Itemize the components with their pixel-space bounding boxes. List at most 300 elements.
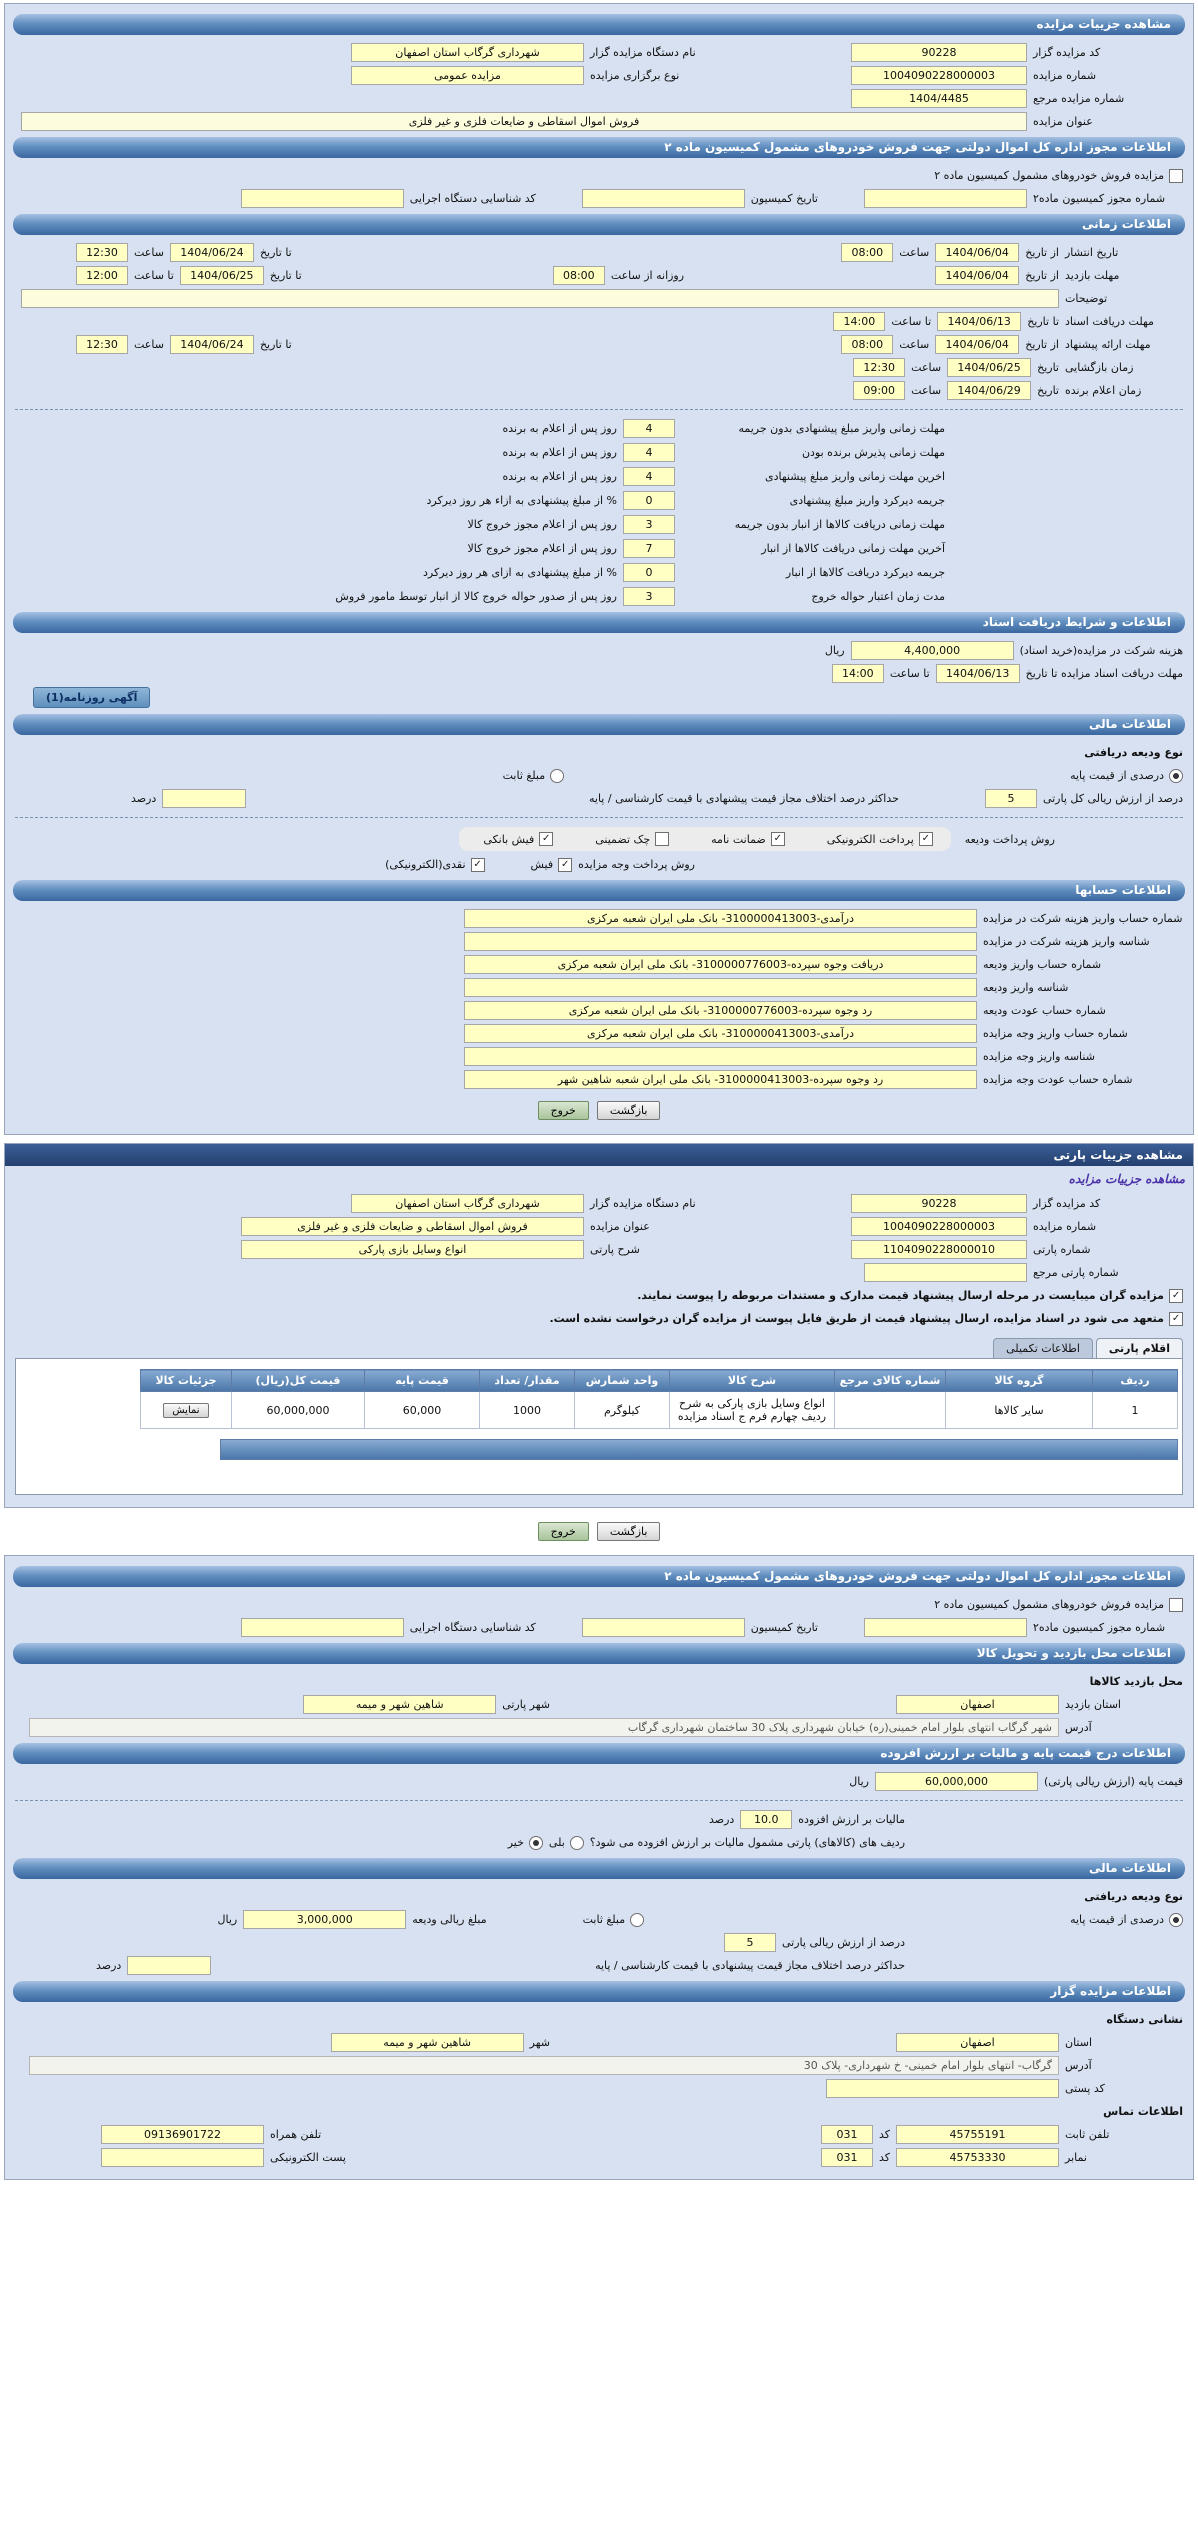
deposit-amount-label: مبلغ ریالی ودیعه (412, 1913, 487, 1926)
permit-number-field[interactable] (864, 189, 1027, 208)
slip-checkbox[interactable] (558, 858, 572, 872)
account-row (15, 1024, 1183, 1043)
rial-label: ریال (849, 1775, 869, 1788)
deposit-type-label-2: نوع ودیعه دریافتی (1084, 1890, 1183, 1903)
docs-deadline-label: مهلت دریافت اسناد (1065, 315, 1154, 328)
fax-row (15, 2148, 1183, 2167)
to-date-label: تا تاریخ (269, 269, 302, 282)
deposit-type-label: نوع ودیعه دریافتی (1084, 746, 1183, 759)
penalty-value-field[interactable]: 3 (623, 587, 675, 606)
email-field[interactable] (101, 2148, 264, 2167)
notes-label: توضیحات (1065, 292, 1108, 305)
to-date-label: تا تاریخ (259, 246, 292, 259)
deposit-percent-field-2[interactable]: 5 (724, 1933, 776, 1952)
visit-province-field[interactable]: اصفهان (896, 1695, 1059, 1714)
col-total-price: قیمت کل(ریال) (232, 1370, 365, 1392)
visit-to-time-field[interactable]: 12:00 (76, 266, 128, 285)
party-tabs (15, 1338, 1183, 1358)
permit-fields-row (15, 189, 1183, 208)
party-desc-field[interactable]: انواع وسایل بازی پارکی (241, 1240, 584, 1259)
bidder-name-field[interactable]: شهرداری گرگاب استان اصفهان (351, 1194, 584, 1213)
account-row (15, 1001, 1183, 1020)
mobile-field[interactable]: 09136901722 (101, 2125, 264, 2144)
account-label: شماره حساب واریز ودیعه (983, 958, 1102, 971)
to-date-label: تا تاریخ (1027, 315, 1059, 328)
penalty-row (13, 491, 945, 510)
penalty-row (13, 443, 945, 462)
hour-label: ساعت (899, 246, 930, 259)
party-bidder-row (15, 1194, 1183, 1213)
penalty-terms-block (13, 419, 945, 606)
deposit-percent-field[interactable]: 5 (985, 789, 1037, 808)
party-auction-number-row (15, 1217, 1183, 1236)
table-header-row (141, 1370, 1178, 1392)
notes-field[interactable] (21, 289, 1059, 308)
account-field[interactable] (464, 978, 977, 997)
party-subtitle: مشاهده جزییات مزایده (1068, 1172, 1185, 1186)
base-price-row (15, 1772, 1183, 1791)
deposit-percent-option-label-2: درصدی از قیمت پایه (1070, 1913, 1164, 1926)
visit-to-date-field[interactable]: 1404/06/25 (180, 266, 264, 285)
visit-from-date-field[interactable]: 1404/06/04 (935, 266, 1019, 285)
auction-number-field[interactable]: 1004090228000003 (851, 1217, 1027, 1236)
hour-label: ساعت (134, 338, 164, 351)
attachment-required-label: مزایده گران میبایست در مرحله ارسال پیشنهاد قیمت مدارک و مستندات مربوطه را پیوست نمایند. (637, 1289, 1164, 1302)
vat-row (15, 1810, 905, 1829)
visit-address-field[interactable]: شهر گرگاب انتهای بلوار امام خمینی(ره) خیابان شهرداری پلاک 30 ساختمان شهرداری گرگاب (29, 1718, 1059, 1737)
rial-label: ریال (824, 644, 845, 657)
bidder-name-field[interactable]: شهرداری گرگاب استان اصفهان (351, 43, 584, 62)
max-diff-label-2: حداکثر درصد اختلاف مجاز قیمت پیشنهادی با قیمت کارشناسی / پایه (595, 1959, 905, 1972)
commission-date-field[interactable] (582, 189, 745, 208)
deposit-percent-label: درصد از ارزش ریالی کل پارتی (1042, 792, 1183, 805)
opening-date-field[interactable]: 1404/06/25 (947, 358, 1031, 377)
penalty-value-field[interactable]: 4 (623, 443, 675, 462)
percent-label: درصد (708, 1813, 735, 1826)
org-province-row (15, 2033, 1183, 2052)
method-item (705, 832, 785, 846)
cell-ref-goods-number (835, 1392, 946, 1429)
org-address-label: آدرس (1065, 2059, 1092, 2072)
back-button-2[interactable]: بازگشت (597, 1522, 661, 1541)
docs-receive-deadline-row (15, 664, 1183, 683)
winner-announce-label: زمان اعلام برنده (1065, 384, 1142, 397)
party-ref-field[interactable] (864, 1263, 1027, 1282)
percent-label: درصد (131, 792, 157, 805)
permit-number-label: شماره مجوز کمیسیون ماده۲ (1033, 192, 1166, 205)
account-label: شناسه واریز هزینه شرکت در مزایده (983, 935, 1150, 948)
auction-payment-method-label: روش پرداخت وجه مزایده (578, 858, 695, 871)
email-label: پست الکترونیکی (270, 2151, 346, 2164)
certified-check-label: چک تضمینی (595, 832, 651, 846)
penalty-row (13, 539, 945, 558)
panel2-buttons (0, 1522, 1198, 1541)
offer-to-date-field[interactable]: 1404/06/24 (170, 335, 254, 354)
account-label: شماره حساب عودت وجه مزایده (983, 1073, 1133, 1086)
docs-receive-time-field[interactable]: 14:00 (832, 664, 884, 683)
cell-quantity: 1000 (480, 1392, 575, 1429)
certified-check-checkbox[interactable] (655, 832, 669, 846)
vat-yes-radio[interactable] (570, 1836, 584, 1850)
auction-ref-label: شماره مزایده مرجع (1033, 92, 1125, 105)
publish-to-date-field[interactable]: 1404/06/24 (170, 243, 254, 262)
bank-slip-label: فیش بانکی (483, 832, 535, 846)
docs-receive-date-field[interactable]: 1404/06/13 (936, 664, 1020, 683)
newspaper-ad-button[interactable]: آگهی روزنامه(1) (33, 687, 150, 708)
hour-label: ساعت (134, 246, 164, 259)
penalty-suffix: روز پس از اعلام مجوز خروج کالا (467, 518, 617, 531)
divider (15, 409, 1183, 410)
penalty-suffix: % از مبلغ پیشنهادی به ازای هر روز دیرکرد (423, 566, 617, 579)
permit-number-label-2: شماره مجوز کمیسیون ماده۲ (1033, 1621, 1166, 1634)
deposit-percent-radio[interactable] (1169, 769, 1183, 783)
deposit-payment-methods-row (15, 827, 1055, 851)
penalty-row (13, 467, 945, 486)
party-items-table (140, 1369, 1178, 1429)
penalty-label: جریمه دیرکرد دریافت کالاها از انبار (785, 566, 945, 579)
area-code-label: کد (878, 2128, 890, 2141)
auction-payment-method-row (15, 855, 695, 874)
party-ref-label: شماره پارتی مرجع (1033, 1266, 1119, 1279)
to-hour-label: تا ساعت (891, 315, 932, 328)
col-goods-group: گروه کالا (946, 1370, 1093, 1392)
visit-period-row (15, 266, 1183, 285)
org-address-section-row (15, 2010, 1183, 2029)
penalty-value-field[interactable]: 0 (623, 491, 675, 510)
party-desc-label: شرح پارتی (590, 1243, 640, 1256)
org-city-field[interactable]: شاهین شهر و میمه (331, 2033, 524, 2052)
tab-party-items[interactable]: اقلام پارتی (1096, 1338, 1183, 1358)
penalty-value-field[interactable]: 7 (623, 539, 675, 558)
visit-deadline-label: مهلت بازدید (1065, 269, 1120, 282)
panel1-buttons (13, 1101, 1185, 1120)
auction-details-panel (4, 3, 1194, 1135)
bidder-code-field[interactable]: 90228 (851, 1194, 1027, 1213)
account-label: شناسه واریز وجه مزایده (983, 1050, 1095, 1063)
deposit-fixed-radio[interactable] (550, 769, 564, 783)
visit-place-row (15, 1672, 1183, 1691)
account-field[interactable]: درآمدی-3100000413003- بانک ملی ایران شعبه مرکزی (464, 1024, 977, 1043)
permit-checkbox-row (15, 166, 1183, 185)
col-base-price: قیمت پایه (365, 1370, 480, 1392)
max-diff-field-2[interactable] (127, 1956, 211, 1975)
penalty-label: مهلت زمانی واریز مبلغ پیشنهادی بدون جریمه (738, 422, 945, 435)
offer-period-row (15, 335, 1183, 354)
deposit-percent-row (15, 789, 1183, 808)
commission-article2-checkbox[interactable] (1169, 169, 1183, 183)
winner-date-field[interactable]: 1404/06/29 (947, 381, 1031, 400)
fax-field[interactable]: 45753330 (896, 2148, 1059, 2167)
commission-date-label: تاریخ کمیسیون (750, 192, 818, 205)
participation-fee-label: هزینه شرکت در مزایده(خرید اسناد) (1019, 644, 1183, 657)
account-field[interactable]: رد وجوه سپرده-3100000413003- بانک ملی ایران شعبه شاهین شهر (464, 1070, 977, 1089)
no-file-bid-label: متعهد می شود در اسناد مزایده، ارسال پیشنهاد قیمت از طریق فایل پیوست از مزایده گران درخواست نشده است. (549, 1312, 1164, 1325)
penalty-label: اخرین مهلت زمانی واریز مبلغ پیشنهادی (765, 470, 945, 483)
deposit-percent-row-2 (15, 1933, 905, 1952)
cell-unit: کیلوگرم (575, 1392, 670, 1429)
participation-fee-row (15, 641, 1183, 660)
auction-ref-field[interactable]: 1404/4485 (851, 89, 1027, 108)
section-header-location: اطلاعات محل بازدید و تحویل کالا (13, 1643, 1185, 1664)
cell-goods-group: سایر کالاها (946, 1392, 1093, 1429)
party-panel-title-bar: مشاهده جزییات پارتی (5, 1144, 1193, 1166)
penalty-value-field[interactable]: 4 (623, 467, 675, 486)
permit-fields-row-2 (15, 1618, 1183, 1637)
section-header-auction-details: مشاهده جزییات مزایده (13, 14, 1185, 35)
deposit-type-options-row (15, 766, 1183, 785)
vat-label: مالیات بر ارزش افزوده (798, 1813, 905, 1826)
section-header-docs: اطلاعات و شرایط دریافت اسناد (13, 612, 1185, 633)
contact-section-row (15, 2102, 1183, 2121)
cell-goods-details (141, 1392, 232, 1429)
deposit-fixed-option-label: مبلغ ثابت (502, 769, 546, 782)
deposit-fixed-radio-2[interactable] (630, 1913, 644, 1927)
visit-address-label: آدرس (1065, 1721, 1092, 1734)
party-number-label: شماره پارتی (1033, 1243, 1091, 1256)
vat-field[interactable]: 10.0 (740, 1810, 792, 1829)
rial-label: ریال (217, 1913, 238, 1926)
to-hour-label: تا ساعت (134, 269, 174, 282)
max-diff-label: حداکثر درصد اختلاف مجاز قیمت پیشنهادی با قیمت کارشناسی / پایه (589, 792, 899, 805)
table-row (141, 1392, 1178, 1429)
publish-from-date-field[interactable]: 1404/06/04 (935, 243, 1019, 262)
party-number-row (15, 1240, 1183, 1259)
mobile-label: تلفن همراه (270, 2128, 322, 2141)
phone-area-code-field[interactable]: 031 (821, 2125, 873, 2144)
account-row (15, 909, 1183, 928)
org-city-label: شهر (529, 2036, 550, 2049)
penalty-row (13, 587, 945, 606)
party-ref-row (15, 1263, 1183, 1282)
phone-field[interactable]: 45755191 (896, 2125, 1059, 2144)
account-label: شماره حساب عودت ودیعه (983, 1004, 1106, 1017)
divider (15, 817, 1183, 818)
account-label: شماره حساب واریز هزینه شرکت در مزایده (983, 912, 1183, 925)
electronic-payment-checkbox[interactable] (919, 832, 933, 846)
vat-question-label: ردیف های (کالاهای) پارتی مشمول مالیات بر ارزش افزوده می شود؟ (589, 1836, 905, 1849)
permit-checkbox-row-2 (15, 1595, 1183, 1614)
guarantee-letter-checkbox[interactable] (771, 832, 785, 846)
publish-from-time-field[interactable]: 08:00 (841, 243, 893, 262)
section-header-accounts: اطلاعات حسابها (13, 880, 1185, 901)
penalty-value-field[interactable]: 4 (623, 419, 675, 438)
permit-number-field-2[interactable] (864, 1618, 1027, 1637)
base-price-label: قیمت پایه (ارزش ریالی پارتی) (1044, 1775, 1183, 1788)
org-address-section-label: نشانی دستگاه (1106, 2013, 1183, 2026)
penalty-label: مدت زمان اعتبار حواله خروج (811, 590, 945, 603)
account-row (15, 978, 1183, 997)
publish-period-row (15, 243, 1183, 262)
fax-label: نمابر (1065, 2151, 1087, 2164)
section-header-organizer: اطلاعات مزایده گزار (13, 1981, 1185, 2002)
auction-number-label: شماره مزایده (1033, 69, 1097, 82)
commission-article2-checkbox-2[interactable] (1169, 1598, 1183, 1612)
penalty-suffix: روز پس از صدور حواله خروج کالا از انبار توسط مامور فروش (335, 590, 617, 603)
org-address-field[interactable]: گرگاب- انتهای بلوار امام خمینی- خ شهرداری- پلاک 30 (29, 2056, 1059, 2075)
deposit-amount-field[interactable]: 3,000,000 (243, 1910, 406, 1929)
deposit-type-options-row-2 (15, 1910, 1183, 1929)
method-item (477, 832, 553, 846)
col-ref-goods-number: شماره کالای مرجع (835, 1370, 946, 1392)
bidder-code-label: کد مزایده گزار (1033, 1197, 1101, 1210)
auction-number-field[interactable]: 1004090228000003 (851, 66, 1027, 85)
winner-time-row (15, 381, 1183, 400)
from-date-label: از تاریخ (1025, 338, 1059, 351)
visit-province-row (15, 1695, 1183, 1714)
base-price-field[interactable]: 60,000,000 (875, 1772, 1038, 1791)
penalty-value-field[interactable]: 3 (623, 515, 675, 534)
visit-province-label: استان بازدید (1065, 1698, 1121, 1711)
attachment-required-checkbox[interactable] (1169, 1289, 1183, 1303)
hour-label: ساعت (911, 361, 942, 374)
cash-electronic-checkbox[interactable] (471, 858, 485, 872)
back-button[interactable]: بازگشت (597, 1101, 661, 1120)
party-number-field[interactable]: 1104090228000010 (851, 1240, 1027, 1259)
phone-row (15, 2125, 1183, 2144)
deposit-payment-methods-box (459, 827, 950, 851)
auction-title-field[interactable]: فروش اموال اسقاطی و ضایعات فلزی و غیر فلزی (21, 112, 1027, 131)
col-goods-desc: شرح کالا (670, 1370, 835, 1392)
bidder-name-label: نام دستگاه مزایده گزار (590, 1197, 696, 1210)
percent-label: درصد (96, 1959, 122, 1972)
cell-base-price: 60,000 (365, 1392, 480, 1429)
agency-id-field[interactable] (241, 189, 404, 208)
cash-electronic-label: نقدی(الکترونیکی) (385, 858, 466, 871)
deposit-payment-methods-label: روش پرداخت ودیعه (964, 832, 1055, 846)
publish-to-time-field[interactable]: 12:30 (76, 243, 128, 262)
penalty-suffix: روز پس از اعلام به برنده (502, 470, 617, 483)
account-field[interactable]: دریافت وجوه سپرده-3100000776003- بانک ملی ایران شعبه مرکزی (464, 955, 977, 974)
exit-button[interactable]: خروج (538, 1101, 589, 1120)
docs-deadline-time-field[interactable]: 14:00 (833, 312, 885, 331)
account-label: شماره حساب واریز وجه مزایده (983, 1027, 1128, 1040)
commission-article2-label-2: مزایده فروش خودروهای مشمول کمیسیون ماده ۲ (934, 1598, 1164, 1611)
date-label: تاریخ (1037, 384, 1059, 397)
show-details-button[interactable]: نمایش (163, 1403, 208, 1418)
penalty-suffix: روز پس از اعلام به برنده (502, 446, 617, 459)
winner-time-field[interactable]: 09:00 (853, 381, 905, 400)
deposit-type-row-2 (15, 1887, 1183, 1906)
auction-title-field[interactable]: فروش اموال اسقاطی و ضایعات فلزی و غیر فلزی (241, 1217, 584, 1236)
agency-id-field-2[interactable] (241, 1618, 404, 1637)
section-header-financial-1: اطلاعات مالی (13, 714, 1185, 735)
bidder-code-label: کد مزایده گزار (1033, 46, 1101, 59)
opening-time-label: زمان بازگشایی (1065, 361, 1134, 374)
col-row-number: ردیف (1093, 1370, 1178, 1392)
section-header-permit-2: اطلاعات مجوز اداره کل اموال دولتی جهت فروش خودروهای مشمول کمیسیون ماده ۲ (13, 1566, 1185, 1587)
auction-number-row (15, 66, 1183, 85)
cell-row-number: 1 (1093, 1392, 1178, 1429)
visit-place-label: محل بازدید کالاها (1089, 1675, 1183, 1688)
tab-extra-info[interactable]: اطلاعات تکمیلی (993, 1338, 1093, 1358)
to-hour-label: تا ساعت (889, 667, 930, 680)
table-footer-bar (220, 1439, 1178, 1460)
postal-code-label: کد پستی (1065, 2082, 1105, 2095)
vat-no-label: خیر (507, 1836, 524, 1849)
account-row (15, 955, 1183, 974)
from-date-label: از تاریخ (1025, 246, 1059, 259)
commission-date-field-2[interactable] (582, 1618, 745, 1637)
guarantee-letter-label: ضمانت نامه (711, 832, 766, 846)
account-field[interactable] (464, 1047, 977, 1066)
penalty-value-field[interactable]: 0 (623, 563, 675, 582)
section-header-financial-2: اطلاعات مالی (13, 1858, 1185, 1879)
to-date-label: تا تاریخ (259, 338, 292, 351)
account-field[interactable]: درآمدی-3100000413003- بانک ملی ایران شعبه مرکزی (464, 909, 977, 928)
exit-button-2[interactable]: خروج (538, 1522, 589, 1541)
party-city-field[interactable]: شاهین شهر و میمه (303, 1695, 496, 1714)
commission-date-label-2: تاریخ کمیسیون (750, 1621, 818, 1634)
method-item (821, 832, 933, 846)
auction-number-label: شماره مزایده (1033, 1220, 1097, 1233)
bidder-name-label: نام دستگاه مزایده گزار (590, 46, 696, 59)
phone-label: تلفن ثابت (1065, 2128, 1110, 2141)
visit-daily-time-field[interactable]: 08:00 (553, 266, 605, 285)
agency-id-label: کد شناسایی دستگاه اجرایی (409, 192, 536, 205)
deposit-percent-radio-2[interactable] (1169, 1913, 1183, 1927)
bank-slip-checkbox[interactable] (539, 832, 553, 846)
max-diff-field[interactable] (162, 789, 246, 808)
attachment-required-row (15, 1286, 1183, 1305)
account-label: شناسه واریز ودیعه (983, 981, 1069, 994)
hour-label: ساعت (899, 338, 930, 351)
opening-time-field[interactable]: 12:30 (853, 358, 905, 377)
hour-label: ساعت (911, 384, 942, 397)
party-items-table-container (15, 1358, 1183, 1495)
auction-title-label: عنوان مزایده (590, 1220, 650, 1233)
penalty-suffix: % از مبلغ پیشنهادی به ازاء هر روز دیرکرد (426, 494, 617, 507)
vat-no-radio[interactable] (529, 1836, 543, 1850)
offer-from-time-field[interactable]: 08:00 (841, 335, 893, 354)
contact-section-label: اطلاعات تماس (1103, 2105, 1183, 2118)
daily-from-hour-label: روزانه از ساعت (610, 269, 685, 282)
no-file-bid-row (15, 1309, 1183, 1328)
docs-deadline-date-field[interactable]: 1404/06/13 (937, 312, 1021, 331)
auction-type-field[interactable]: مزایده عمومی (351, 66, 584, 85)
offer-to-time-field[interactable]: 12:30 (76, 335, 128, 354)
deposit-percent-option-label: درصدی از قیمت پایه (1070, 769, 1164, 782)
slip-label: فیش (530, 858, 554, 871)
agency-id-label-2: کد شناسایی دستگاه اجرایی (409, 1621, 536, 1634)
auction-title-row (15, 112, 1183, 131)
offer-from-date-field[interactable]: 1404/06/04 (935, 335, 1019, 354)
area-code-label: کد (878, 2151, 890, 2164)
account-field[interactable] (464, 932, 977, 951)
auction-type-label: نوع برگزاری مزایده (590, 69, 680, 82)
max-diff-row-2 (15, 1956, 905, 1975)
org-province-label: استان (1065, 2036, 1093, 2049)
date-label: تاریخ (1037, 361, 1059, 374)
auction-ref-row (15, 89, 1183, 108)
opening-time-row (15, 358, 1183, 377)
participation-fee-field[interactable]: 4,400,000 (851, 641, 1014, 660)
bidder-code-field[interactable]: 90228 (851, 43, 1027, 62)
postal-code-row (15, 2079, 1183, 2098)
account-field[interactable]: رد وجوه سپرده-3100000776003- بانک ملی ایران شعبه مرکزی (464, 1001, 977, 1020)
postal-code-field[interactable] (826, 2079, 1059, 2098)
fax-area-code-field[interactable]: 031 (821, 2148, 873, 2167)
org-province-field[interactable]: اصفهان (896, 2033, 1059, 2052)
from-date-label: از تاریخ (1025, 269, 1059, 282)
no-file-bid-checkbox[interactable] (1169, 1312, 1183, 1326)
vat-question-row (15, 1833, 905, 1852)
account-row (15, 1070, 1183, 1089)
section-header-permit: اطلاعات مجوز اداره کل اموال دولتی جهت فروش خودروهای مشمول کمیسیون ماده ۲ (13, 137, 1185, 158)
party-city-label: شهر پارتی (502, 1698, 550, 1711)
account-row (15, 932, 1183, 951)
party-details-panel (4, 1143, 1194, 1508)
col-goods-details: جزئیات کالا (141, 1370, 232, 1392)
